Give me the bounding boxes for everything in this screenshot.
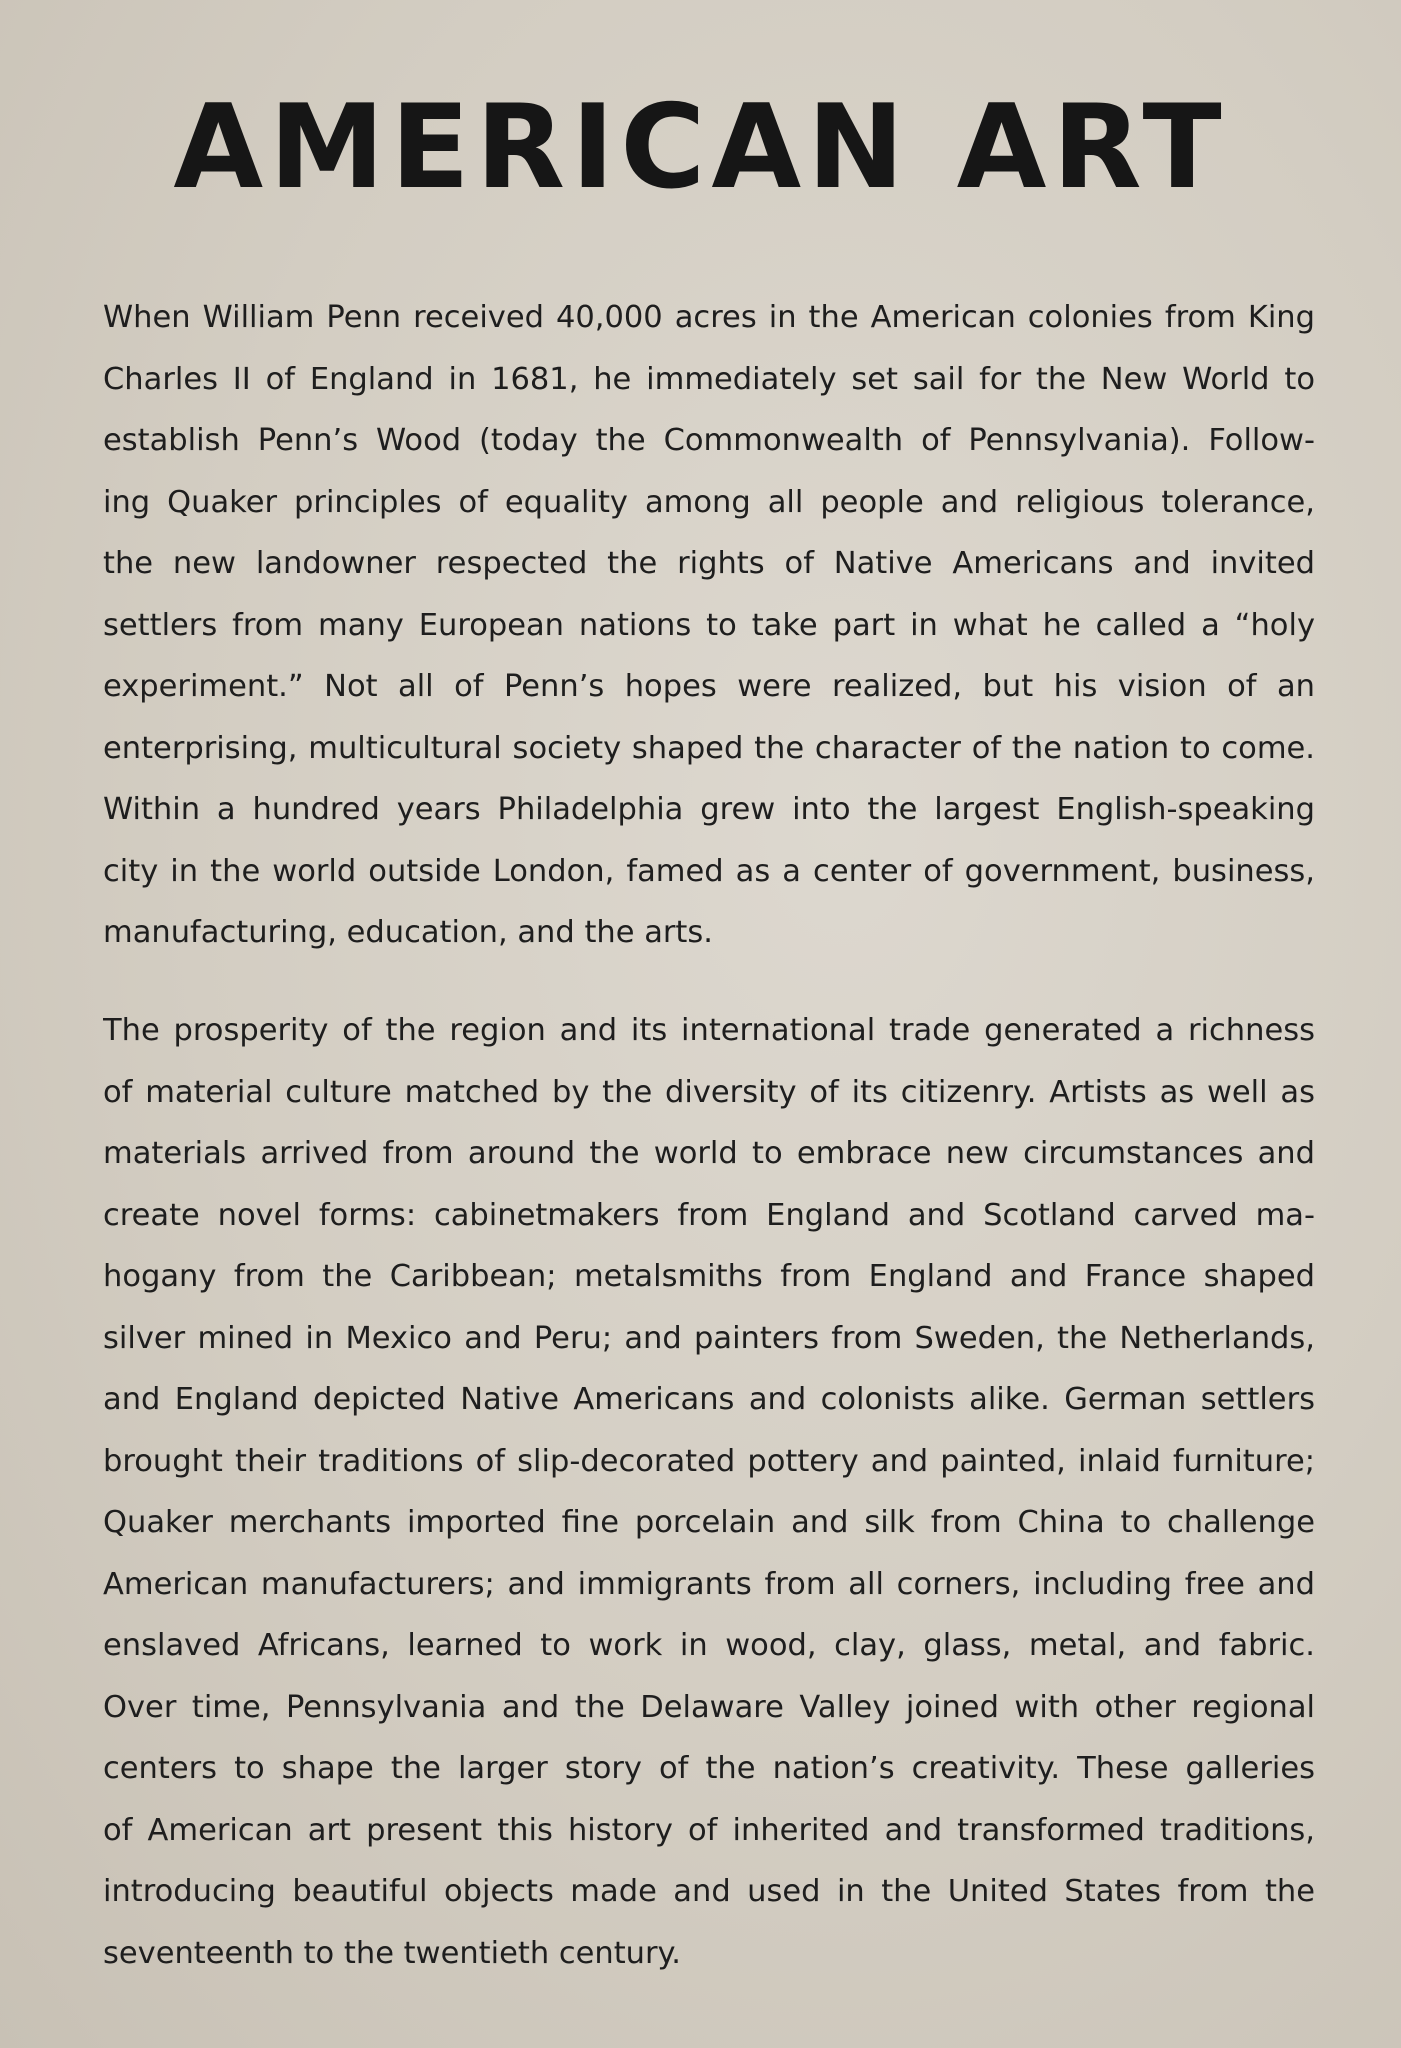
text-line: centers to shape the larger story of the nation’s creativity. These galleries xyxy=(103,1751,1315,1786)
text-line: experiment.” Not all of Penn’s hopes were realized, but his vision of an xyxy=(103,669,1315,704)
text-line: create novel forms: cabinetmakers from England and Scotland carved ma- xyxy=(103,1197,1315,1233)
text-line: American manufacturers; and immigrants from all corners, including free and xyxy=(103,1566,1315,1602)
text-line: seventeenth to the twentieth century. xyxy=(103,1935,681,1971)
text-line: enterprising, multicultural society shaped the character of the nation to come. xyxy=(103,730,1315,766)
text-line: city in the world outside London, famed as a center of government, business, xyxy=(103,853,1315,889)
text-line: introducing beautiful objects made and used in the United States from the xyxy=(103,1874,1315,1909)
text-line: brought their traditions of slip-decorated pottery and painted, inlaid furniture; xyxy=(103,1443,1315,1479)
text-line: silver mined in Mexico and Peru; and painters from Sweden, the Netherlands, xyxy=(103,1320,1315,1356)
paragraph-2 xyxy=(103,1000,1315,1984)
text-line: enslaved Africans, learned to work in wood, clay, glass, metal, and fabric. xyxy=(103,1628,1315,1663)
text-line: settlers from many European nations to take part in what he called a “holy xyxy=(103,607,1315,643)
text-line: The prosperity of the region and its international trade generated a richness xyxy=(103,1013,1315,1048)
text-line: Over time, Pennsylvania and the Delaware Valley joined with other regional xyxy=(103,1689,1315,1725)
text-line: materials arrived from around the world to embrace new circumstances and xyxy=(103,1136,1315,1171)
paragraph-1 xyxy=(103,287,1315,964)
text-line: of material culture matched by the diversity of its citizenry. Artists as well as xyxy=(103,1074,1315,1110)
text-line: establish Penn’s Wood (today the Commonwealth of Pennsylvania). Follow- xyxy=(103,423,1315,458)
text-line: Quaker merchants imported fine porcelain and silk from China to challenge xyxy=(103,1505,1315,1540)
text-line: and England depicted Native Americans and colonists alike. German settlers xyxy=(103,1382,1315,1417)
text-line: Charles II of England in 1681, he immediately set sail for the New World to xyxy=(103,361,1315,397)
text-line: manufacturing, education, and the arts. xyxy=(103,915,713,950)
text-line: When William Penn received 40,000 acres in the American colonies from King xyxy=(103,300,1315,335)
text-line: Within a hundred years Philadelphia grew into the largest English-speaking xyxy=(103,792,1315,827)
sign-title: AMERICAN ART xyxy=(173,80,1228,215)
text-line: the new landowner respected the rights of Native Americans and invited xyxy=(103,546,1315,581)
text-line: ing Quaker principles of equality among all people and religious tolerance, xyxy=(103,484,1315,520)
text-line: hogany from the Caribbean; metalsmiths from England and France shaped xyxy=(103,1259,1315,1294)
text-line: of American art present this history of inherited and transformed traditions, xyxy=(103,1812,1315,1848)
